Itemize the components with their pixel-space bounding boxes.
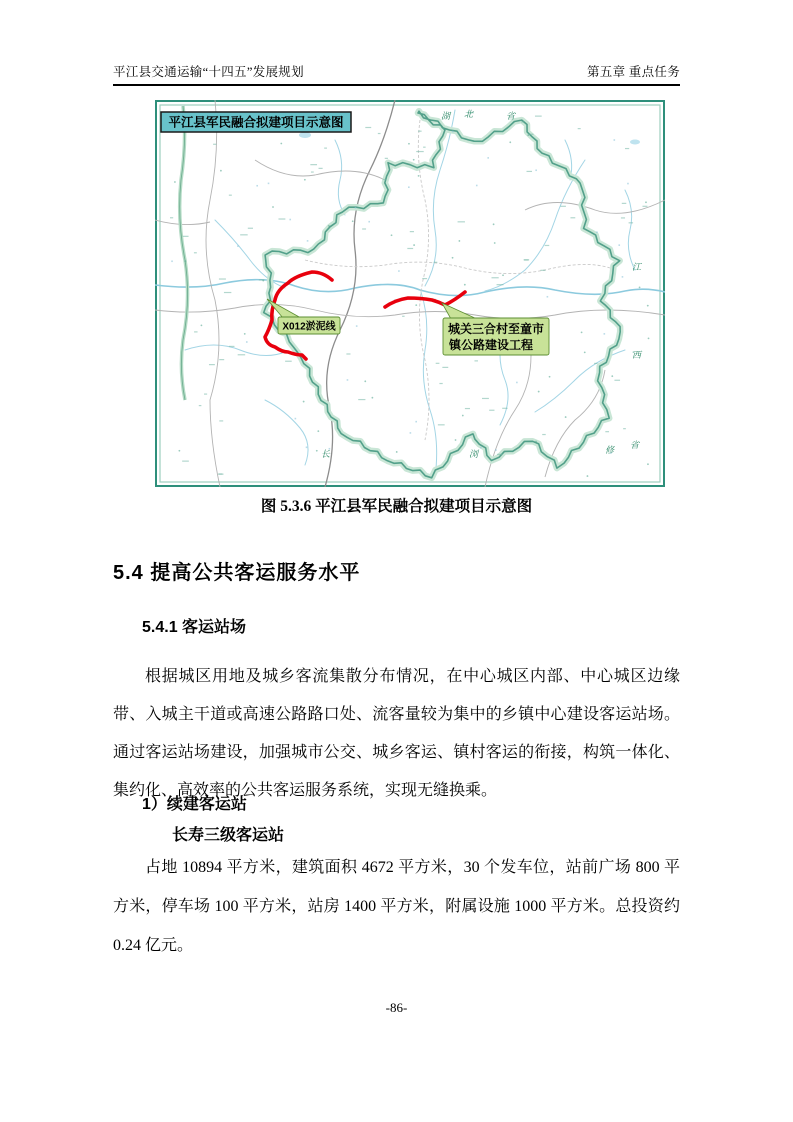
neighbor-char-1: 长 bbox=[321, 449, 333, 459]
project-road-1-label: X012淤泥线 bbox=[282, 321, 336, 333]
province-north-char-3: 省 bbox=[506, 111, 518, 121]
map-title: 平江县军民融合拟建项目示意图 bbox=[168, 115, 344, 130]
paragraph-2: 占地 10894 平方米，建筑面积 4672 平方米，30 个发车位，站前广场 800 平方米，停车场 100 平方米，站房 1400 平方米，附属设施 1000 平方米。总投资约 0.24 亿元。 bbox=[113, 859, 680, 954]
figure-caption: 图 5.3.6 平江县军民融合拟建项目示意图 bbox=[260, 498, 533, 515]
page-header bbox=[113, 62, 680, 80]
section-title: 5.4 提高公共客运服务水平 bbox=[113, 562, 361, 584]
list-item-1: 1）续建客运站 bbox=[142, 796, 247, 813]
subsection-title: 5.4.1 客运站场 bbox=[142, 619, 247, 636]
province-east-char-3: 省 bbox=[630, 440, 642, 450]
neighbor-char-2: 浏 bbox=[469, 449, 481, 459]
header-rule bbox=[113, 84, 680, 86]
paragraph-1: 根据城区用地及城乡客流集散分布情况，在中心城区内部、中心城区边缘带、入城主干道或高速公路路口处、流客量较为集中的乡镇中心建设客运站场。通过客运站场建设，加强城市公交、城乡客运、镇村客运的衔接，构筑一体化、集约化、高效率的公共客运服务系统，实现无缝换乘。 bbox=[113, 668, 680, 799]
project-road-2-label-line1: 城关三合村至童市 bbox=[447, 322, 545, 336]
neighbor-char-3: 修 bbox=[605, 445, 617, 455]
province-east-char-1: 江 bbox=[632, 262, 644, 272]
station-name: 长寿三级客运站 bbox=[172, 827, 285, 844]
map-title-box bbox=[161, 112, 351, 132]
page-number: -86- bbox=[385, 1000, 408, 1015]
province-north-char-2: 北 bbox=[464, 109, 476, 119]
header-right-chapter: 第五章 重点任务 bbox=[586, 65, 680, 79]
header-left-title: 平江县交通运输“十四五”发展规划 bbox=[113, 65, 304, 79]
map-figure bbox=[155, 100, 665, 487]
province-east-char-2: 西 bbox=[632, 350, 644, 360]
project-road-2-label-line2: 镇公路建设工程 bbox=[448, 338, 534, 352]
province-north-char-1: 湖 bbox=[441, 111, 453, 121]
